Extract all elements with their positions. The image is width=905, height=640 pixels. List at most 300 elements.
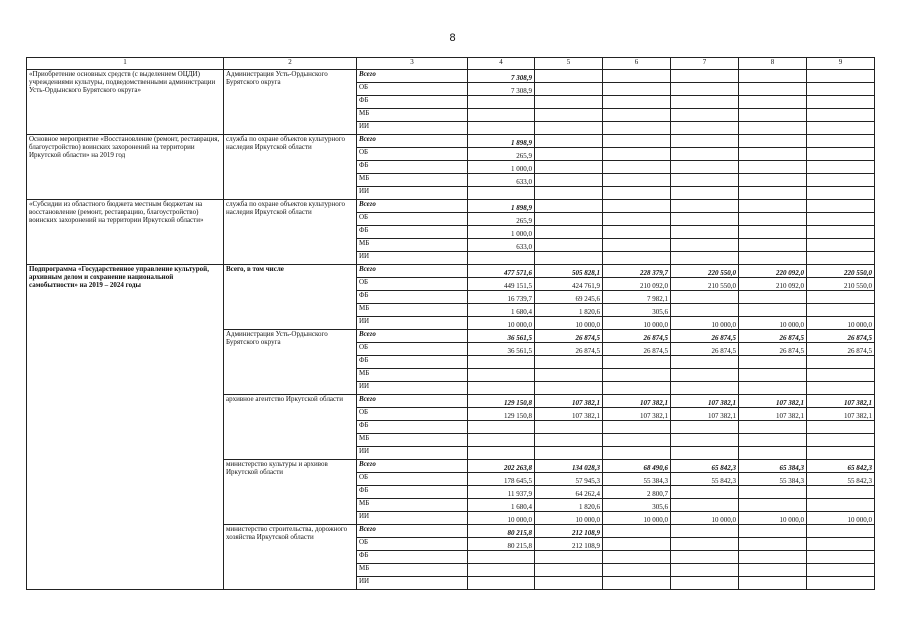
value-cell (603, 577, 671, 590)
value-cell (603, 135, 671, 148)
value-cell (739, 213, 807, 226)
source-label-cell: ОБ (357, 213, 468, 226)
executor-cell: министерство культуры и архивов Иркутской области (224, 460, 357, 525)
value-cell: 305,6 (603, 499, 671, 512)
value-cell: 10 000,0 (671, 317, 739, 330)
value-cell (535, 187, 603, 200)
executor-cell: архивное агентство Иркутской области (224, 395, 357, 460)
value-cell: 10 000,0 (739, 512, 807, 525)
value-cell: 11 937,9 (468, 486, 535, 499)
executor-cell: служба по охране объектов культурного наследия Иркутской области (224, 200, 357, 265)
value-cell (807, 291, 875, 304)
source-label-cell: ОБ (357, 343, 468, 356)
value-cell: 26 874,5 (807, 330, 875, 343)
value-cell: 2 800,7 (603, 486, 671, 499)
source-label-cell: МБ (357, 564, 468, 577)
value-cell (535, 356, 603, 369)
activity-name-cell: «Приобретение основных средств (с выделением ОЦДИ) учреждениями культуры, подведомственными администрации Усть-Ордынского Бурятского округа» (27, 70, 224, 135)
value-cell (535, 564, 603, 577)
value-cell (535, 252, 603, 265)
value-cell: 26 874,5 (739, 330, 807, 343)
source-label-cell: ИИ (357, 317, 468, 330)
value-cell: 305,6 (603, 304, 671, 317)
value-cell: 107 382,1 (535, 408, 603, 421)
column-header: 1 (27, 58, 224, 70)
value-cell (468, 564, 535, 577)
value-cell: 107 382,1 (807, 395, 875, 408)
value-cell (739, 499, 807, 512)
value-cell: 210 550,0 (807, 278, 875, 291)
value-cell: 107 382,1 (535, 395, 603, 408)
activity-name-cell: Подпрограмма «Государственное управление культурой, архивным делом и сохранение национальной самобытности» на 2019 – 2024 годы (27, 265, 224, 590)
value-cell (603, 213, 671, 226)
value-cell: 265,9 (468, 213, 535, 226)
value-cell (671, 369, 739, 382)
value-cell (671, 499, 739, 512)
value-cell: 7 308,9 (468, 83, 535, 96)
value-cell (807, 525, 875, 538)
value-cell (671, 96, 739, 109)
value-cell (671, 200, 739, 213)
value-cell (807, 564, 875, 577)
value-cell (671, 421, 739, 434)
value-cell (535, 382, 603, 395)
value-cell (739, 304, 807, 317)
value-cell: 26 874,5 (535, 330, 603, 343)
value-cell (671, 382, 739, 395)
value-cell (671, 538, 739, 551)
value-cell (603, 538, 671, 551)
table-row (27, 265, 875, 278)
source-label-cell: ОБ (357, 83, 468, 96)
value-cell: 1 000,0 (468, 161, 535, 174)
value-cell (739, 434, 807, 447)
value-cell (671, 213, 739, 226)
value-cell (671, 291, 739, 304)
value-cell (603, 200, 671, 213)
value-cell: 129 150,8 (468, 408, 535, 421)
value-cell (468, 369, 535, 382)
value-cell (468, 447, 535, 460)
column-header: 9 (807, 58, 875, 70)
value-cell (468, 122, 535, 135)
value-cell (739, 447, 807, 460)
value-cell: 10 000,0 (603, 317, 671, 330)
value-cell: 26 874,5 (671, 343, 739, 356)
value-cell (671, 525, 739, 538)
value-cell (671, 109, 739, 122)
source-label-cell: ФБ (357, 421, 468, 434)
value-cell (739, 356, 807, 369)
source-label-cell: ФБ (357, 161, 468, 174)
source-label-cell: Всего (357, 330, 468, 343)
value-cell (671, 226, 739, 239)
value-cell: 10 000,0 (739, 317, 807, 330)
value-cell (535, 226, 603, 239)
column-header: 6 (603, 58, 671, 70)
executor-cell: Всего, в том числе (224, 265, 357, 330)
value-cell (603, 356, 671, 369)
executor-cell: Администрация Усть-Ордынского Бурятского округа (224, 70, 357, 135)
value-cell: 1 000,0 (468, 226, 535, 239)
value-cell (671, 187, 739, 200)
value-cell: 65 842,3 (807, 460, 875, 473)
value-cell: 220 550,0 (807, 265, 875, 278)
source-label-cell: Всего (357, 265, 468, 278)
value-cell: 36 561,5 (468, 343, 535, 356)
value-cell (535, 447, 603, 460)
value-cell (671, 70, 739, 83)
value-cell (535, 174, 603, 187)
source-label-cell: ФБ (357, 291, 468, 304)
value-cell (603, 369, 671, 382)
value-cell: 36 561,5 (468, 330, 535, 343)
value-cell: 220 550,0 (671, 265, 739, 278)
value-cell: 212 108,9 (535, 538, 603, 551)
value-cell (603, 434, 671, 447)
value-cell (807, 135, 875, 148)
value-cell (739, 109, 807, 122)
value-cell (807, 148, 875, 161)
value-cell (739, 291, 807, 304)
value-cell (468, 109, 535, 122)
header-row (27, 58, 875, 70)
value-cell (535, 369, 603, 382)
source-label-cell: ФБ (357, 486, 468, 499)
value-cell (535, 122, 603, 135)
value-cell (603, 382, 671, 395)
value-cell (671, 83, 739, 96)
value-cell (739, 551, 807, 564)
value-cell (671, 551, 739, 564)
value-cell (535, 577, 603, 590)
value-cell (603, 226, 671, 239)
value-cell: 16 739,7 (468, 291, 535, 304)
value-cell: 449 151,5 (468, 278, 535, 291)
value-cell (739, 486, 807, 499)
value-cell (807, 499, 875, 512)
executor-cell: министерство строительства, дорожного хозяйства Иркутской области (224, 525, 357, 590)
source-label-cell: ИИ (357, 447, 468, 460)
value-cell: 477 571,6 (468, 265, 535, 278)
value-cell: 80 215,8 (468, 538, 535, 551)
table-row (27, 70, 875, 83)
value-cell: 10 000,0 (468, 317, 535, 330)
value-cell (739, 252, 807, 265)
value-cell: 26 874,5 (603, 330, 671, 343)
value-cell (535, 70, 603, 83)
column-header: 7 (671, 58, 739, 70)
value-cell (807, 213, 875, 226)
column-header: 5 (535, 58, 603, 70)
value-cell (807, 447, 875, 460)
value-cell: 65 384,3 (739, 460, 807, 473)
value-cell: 107 382,1 (739, 408, 807, 421)
value-cell: 65 842,3 (671, 460, 739, 473)
value-cell (739, 538, 807, 551)
value-cell: 228 379,7 (603, 265, 671, 278)
value-cell (739, 525, 807, 538)
value-cell: 10 000,0 (535, 317, 603, 330)
value-cell (807, 304, 875, 317)
source-label-cell: МБ (357, 174, 468, 187)
value-cell (739, 148, 807, 161)
value-cell (807, 161, 875, 174)
value-cell (739, 564, 807, 577)
value-cell (535, 135, 603, 148)
value-cell: 202 263,8 (468, 460, 535, 473)
value-cell: 210 092,0 (739, 278, 807, 291)
value-cell: 80 215,8 (468, 525, 535, 538)
source-label-cell: ОБ (357, 408, 468, 421)
source-label-cell: ФБ (357, 356, 468, 369)
value-cell (603, 109, 671, 122)
value-cell (535, 200, 603, 213)
value-cell: 1 820,6 (535, 499, 603, 512)
value-cell (535, 551, 603, 564)
source-label-cell: ИИ (357, 122, 468, 135)
value-cell (739, 577, 807, 590)
column-header: 8 (739, 58, 807, 70)
value-cell (807, 577, 875, 590)
value-cell (603, 525, 671, 538)
value-cell: 68 490,6 (603, 460, 671, 473)
value-cell (807, 369, 875, 382)
value-cell (739, 70, 807, 83)
value-cell (807, 486, 875, 499)
value-cell: 26 874,5 (739, 343, 807, 356)
value-cell: 57 945,3 (535, 473, 603, 486)
executor-cell: служба по охране объектов культурного наследия Иркутской области (224, 135, 357, 200)
value-cell: 55 384,3 (603, 473, 671, 486)
value-cell (603, 174, 671, 187)
value-cell (671, 161, 739, 174)
value-cell: 633,0 (468, 174, 535, 187)
value-cell: 1 820,6 (535, 304, 603, 317)
value-cell (739, 187, 807, 200)
source-label-cell: ОБ (357, 538, 468, 551)
value-cell: 107 382,1 (807, 408, 875, 421)
value-cell (739, 161, 807, 174)
value-cell (603, 187, 671, 200)
value-cell (807, 252, 875, 265)
value-cell: 26 874,5 (671, 330, 739, 343)
source-label-cell: МБ (357, 499, 468, 512)
value-cell (535, 148, 603, 161)
value-cell (603, 551, 671, 564)
source-label-cell: ИИ (357, 187, 468, 200)
value-cell: 212 108,9 (535, 525, 603, 538)
value-cell: 1 680,4 (468, 499, 535, 512)
value-cell: 424 761,9 (535, 278, 603, 291)
value-cell: 10 000,0 (671, 512, 739, 525)
value-cell (807, 356, 875, 369)
value-cell (603, 447, 671, 460)
value-cell: 64 262,4 (535, 486, 603, 499)
value-cell (535, 434, 603, 447)
value-cell (671, 577, 739, 590)
value-cell (468, 187, 535, 200)
value-cell (468, 96, 535, 109)
value-cell (671, 486, 739, 499)
activity-name-cell: Основное мероприятие «Восстановление (ремонт, реставрация, благоустройство) воинских захоронений на территории Иркутской области» на 2019 год (27, 135, 224, 200)
value-cell (671, 148, 739, 161)
source-label-cell: ИИ (357, 577, 468, 590)
value-cell (535, 213, 603, 226)
source-label-cell: ФБ (357, 226, 468, 239)
source-label-cell: МБ (357, 239, 468, 252)
page-number: 8 (449, 32, 456, 44)
value-cell (739, 174, 807, 187)
value-cell: 210 550,0 (671, 278, 739, 291)
value-cell (603, 252, 671, 265)
value-cell: 26 874,5 (807, 343, 875, 356)
column-header: 4 (468, 58, 535, 70)
value-cell (739, 239, 807, 252)
value-cell: 7 982,1 (603, 291, 671, 304)
value-cell: 178 645,5 (468, 473, 535, 486)
value-cell (739, 200, 807, 213)
value-cell (739, 96, 807, 109)
value-cell (671, 122, 739, 135)
source-label-cell: МБ (357, 109, 468, 122)
value-cell (807, 70, 875, 83)
value-cell: 10 000,0 (807, 512, 875, 525)
value-cell (468, 577, 535, 590)
value-cell (603, 96, 671, 109)
value-cell: 10 000,0 (535, 512, 603, 525)
value-cell (807, 187, 875, 200)
source-label-cell: ИИ (357, 382, 468, 395)
value-cell (603, 161, 671, 174)
value-cell: 129 150,8 (468, 395, 535, 408)
value-cell (468, 434, 535, 447)
value-cell (807, 174, 875, 187)
value-cell (603, 421, 671, 434)
value-cell (468, 421, 535, 434)
value-cell (739, 135, 807, 148)
value-cell: 107 382,1 (671, 395, 739, 408)
value-cell: 10 000,0 (468, 512, 535, 525)
value-cell (671, 564, 739, 577)
value-cell: 69 245,6 (535, 291, 603, 304)
value-cell (535, 421, 603, 434)
value-cell: 107 382,1 (739, 395, 807, 408)
value-cell (603, 83, 671, 96)
value-cell (739, 83, 807, 96)
value-cell (807, 551, 875, 564)
value-cell (807, 83, 875, 96)
value-cell: 26 874,5 (535, 343, 603, 356)
value-cell (535, 239, 603, 252)
value-cell (535, 109, 603, 122)
source-label-cell: Всего (357, 525, 468, 538)
value-cell (671, 434, 739, 447)
source-label-cell: ОБ (357, 473, 468, 486)
source-label-cell: Всего (357, 460, 468, 473)
table-row (27, 200, 875, 213)
value-cell (807, 434, 875, 447)
table-row (27, 135, 875, 148)
value-cell (468, 356, 535, 369)
value-cell (603, 564, 671, 577)
source-label-cell: ОБ (357, 148, 468, 161)
source-label-cell: Всего (357, 135, 468, 148)
value-cell (807, 200, 875, 213)
value-cell (739, 226, 807, 239)
value-cell: 220 092,0 (739, 265, 807, 278)
value-cell (807, 239, 875, 252)
source-label-cell: ОБ (357, 278, 468, 291)
value-cell (739, 421, 807, 434)
value-cell: 55 842,3 (671, 473, 739, 486)
value-cell (603, 148, 671, 161)
value-cell: 1 898,9 (468, 200, 535, 213)
value-cell (671, 304, 739, 317)
source-label-cell: МБ (357, 369, 468, 382)
value-cell (671, 239, 739, 252)
source-label-cell: Всего (357, 200, 468, 213)
value-cell (739, 369, 807, 382)
source-label-cell: Всего (357, 70, 468, 83)
value-cell: 55 842,3 (807, 473, 875, 486)
value-cell: 107 382,1 (603, 408, 671, 421)
value-cell (807, 382, 875, 395)
value-cell: 10 000,0 (807, 317, 875, 330)
source-label-cell: Всего (357, 395, 468, 408)
value-cell: 210 092,0 (603, 278, 671, 291)
value-cell (807, 226, 875, 239)
value-cell (603, 239, 671, 252)
value-cell: 134 028,3 (535, 460, 603, 473)
column-header: 2 (224, 58, 357, 70)
source-label-cell: ИИ (357, 512, 468, 525)
value-cell: 505 828,1 (535, 265, 603, 278)
source-label-cell: МБ (357, 434, 468, 447)
source-label-cell: МБ (357, 304, 468, 317)
value-cell: 10 000,0 (603, 512, 671, 525)
value-cell: 107 382,1 (603, 395, 671, 408)
value-cell (468, 551, 535, 564)
value-cell: 55 384,3 (739, 473, 807, 486)
executor-cell: Администрация Усть-Ордынского Бурятского округа (224, 330, 357, 395)
value-cell: 1 898,9 (468, 135, 535, 148)
value-cell: 633,0 (468, 239, 535, 252)
source-label-cell: ФБ (357, 96, 468, 109)
value-cell (739, 382, 807, 395)
source-label-cell: ИИ (357, 252, 468, 265)
value-cell (671, 356, 739, 369)
value-cell: 7 308,9 (468, 70, 535, 83)
value-cell (603, 122, 671, 135)
value-cell (807, 538, 875, 551)
value-cell (535, 96, 603, 109)
value-cell (671, 447, 739, 460)
value-cell (468, 382, 535, 395)
value-cell (671, 174, 739, 187)
value-cell (807, 109, 875, 122)
value-cell (603, 70, 671, 83)
value-cell (535, 83, 603, 96)
source-label-cell: ФБ (357, 551, 468, 564)
value-cell: 26 874,5 (603, 343, 671, 356)
activity-name-cell: «Субсидии из областного бюджета местным бюджетам на восстановление (ремонт, реставрацию, благоустройство) воинских захоронений на территории Иркутской области» (27, 200, 224, 265)
value-cell: 265,9 (468, 148, 535, 161)
value-cell: 107 382,1 (671, 408, 739, 421)
value-cell (535, 161, 603, 174)
value-cell (671, 135, 739, 148)
budget-table (26, 57, 875, 590)
